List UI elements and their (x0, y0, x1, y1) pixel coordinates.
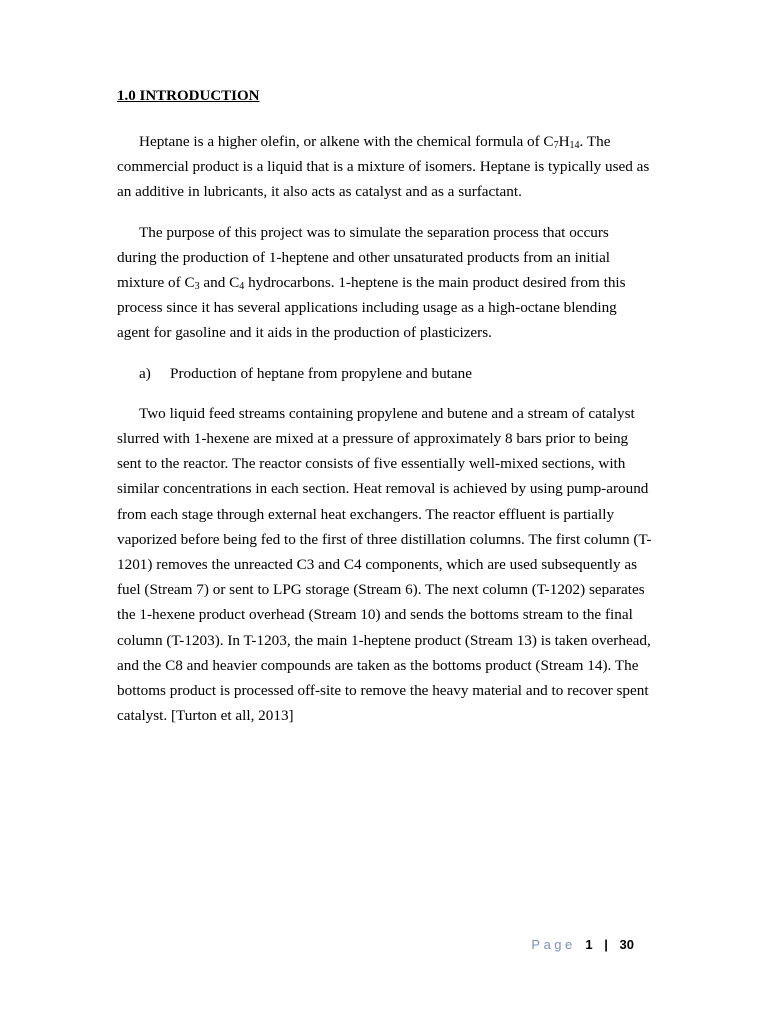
page-label: Page (531, 937, 576, 952)
list-item-text: Production of heptane from propylene and butane (170, 364, 472, 382)
list-item (117, 361, 652, 386)
section-heading: 1.0 INTRODUCTION (117, 88, 260, 104)
page-footer (0, 936, 634, 954)
page-body (117, 88, 652, 728)
p2-text-c: hydrocarbons. 1-heptene is the main product desired from this process since it has several applications including usage as a high-octane blending agent for gasoline and it aids in the production of plasticizers. (117, 274, 626, 342)
page-number: 1 (585, 937, 593, 952)
intro-paragraph-1 (117, 129, 652, 205)
process-paragraph: Two liquid feed streams containing propylene and butene and a stream of catalyst slurred with 1-hexene are mixed at a pressure of approximately 8 bars prior to being sent to the reactor. The reactor consists of five essentially well-mixed sections, with similar concentrations in each section. Heat removal is achieved by using pump-around from each stage through external heat exchangers. The reactor effluent is partially vaporized before being fed to the first of three distillation columns. The first column (T-1201) removes the unreacted C3 and C4 components, which are used subsequently as fuel (Stream 7) or sent to LPG storage (Stream 6). The next column (T-1202) separates the 1-hexene product overhead (Stream 10) and sends the bottoms stream to the final column (T-1203). In T-1203, the main 1-heptene product (Stream 13) is taken overhead, and the C8 and heavier compounds are taken as the bottoms product (Stream 14). The bottoms product is processed off-site to remove the heavy material and to recover spent catalyst. [Turton et all, 2013] (117, 404, 652, 725)
p2-text-a: The purpose of this project was to simulate the separation process that occurs during the production of 1-heptene and other unsaturated products from an initial mixture of C (117, 223, 611, 292)
intro-paragraph-2 (117, 220, 652, 346)
p1-text-a: Heptane is a higher olefin, or alkene with the chemical formula of C (139, 133, 554, 150)
p1-text-c: . The commercial product is a liquid that is a mixture of isomers. Heptane is typically used as an additive in lubricants, it also acts as catalyst and as a surfactant. (117, 133, 650, 201)
total-pages: 30 (619, 937, 634, 952)
page-separator: | (604, 937, 608, 952)
p1-subscript-b: 14 (569, 140, 580, 151)
list-marker: a) (139, 364, 151, 382)
p1-subscript-a: 7 (553, 140, 559, 151)
p2-subscript-b: 4 (239, 281, 245, 293)
p2-subscript-a: 3 (194, 281, 200, 293)
p1-text-b: H (558, 133, 570, 150)
p2-text-b: and C (199, 274, 240, 292)
